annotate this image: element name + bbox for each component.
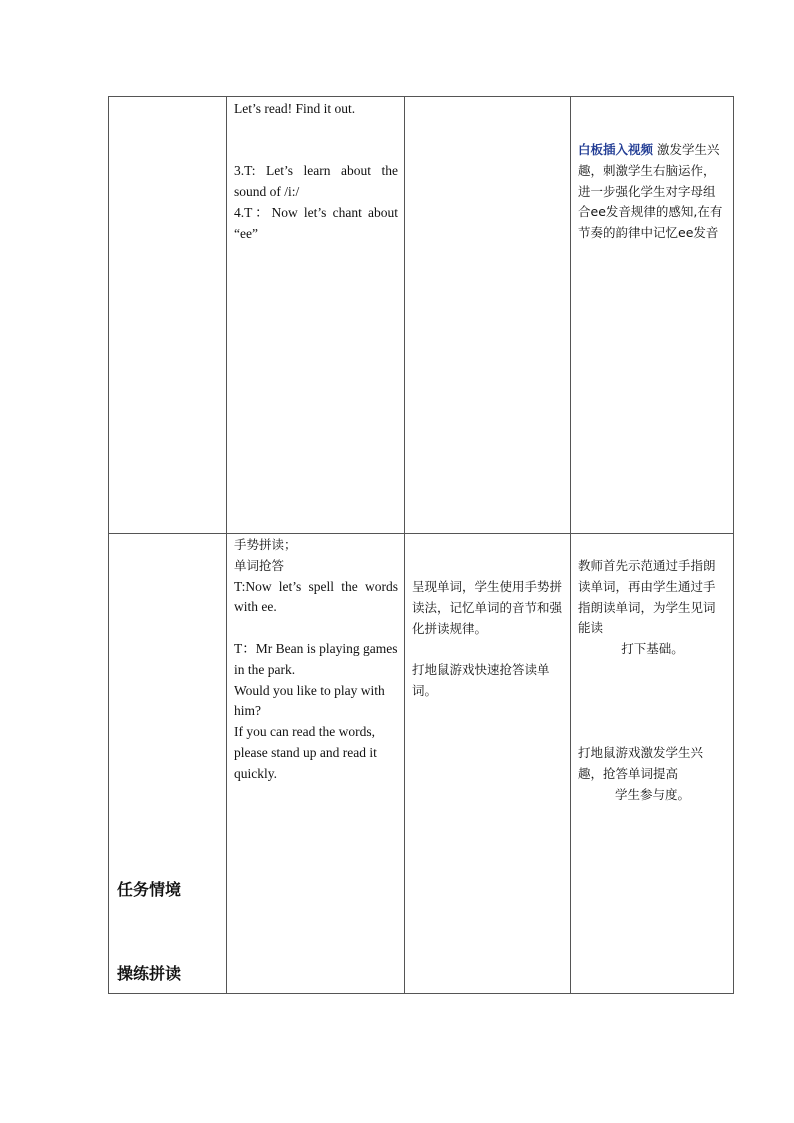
table-row [109,97,734,534]
table-row [109,534,734,994]
stage-label: 操练拼读 [117,964,182,983]
student-activity-paragraph: 打地鼠游戏快速抢答读单词。 [412,662,550,698]
activity-line: If you can read the words, please stand up and read it quickly. [234,724,377,781]
intent-paragraph: 教师首先示范通过手指朗读单词，再由学生通过手指朗读单词，为学生见词能读 [578,558,716,636]
student-activity-cell [405,534,571,994]
stage-label: 任务情境 [117,880,182,899]
activity-line: 4.T：Now let’s chant about “ee” [234,204,398,241]
stage-cell [109,97,227,534]
whiteboard-highlight: 白板插入视频 [578,142,654,157]
activity-line: 单词抢答 [234,557,285,573]
design-intent-cell [571,534,734,994]
teacher-activity-cell [227,97,405,534]
design-intent-cell [571,97,734,534]
activity-line: 手势拼读； [234,537,297,552]
activity-line: 3.T: Let’s learn about the sound of /i:/ [234,163,398,200]
activity-line: T:Now let’s spell the words with ee. [234,578,398,615]
teacher-activity-cell [227,534,405,994]
activity-line: Let’s read! Find it out. [234,101,356,116]
intent-paragraph: 白板插入视频 激发学生兴趣，刺激学生右脑运作，进一步强化学生对字母组合ee发音规律的感知,在有节奏的韵律中记忆ee发音 [578,142,723,241]
intent-paragraph: 学生参与度。 [614,786,690,802]
intent-paragraph: 打下基础。 [621,641,684,657]
intent-paragraph: 打地鼠游戏激发学生兴趣，抢答单词提高 [578,745,704,781]
activity-line: Would you like to play with him? [234,682,385,719]
student-activity-paragraph: 呈现单词，学生使用手势拼读法，记忆单词的音节和强化拼读规律。 [412,579,563,636]
stage-cell [109,534,227,994]
activity-line: T：Mr Bean is playing games in the park. [234,640,398,677]
lesson-plan-table [108,96,734,994]
student-activity-cell [405,97,571,534]
